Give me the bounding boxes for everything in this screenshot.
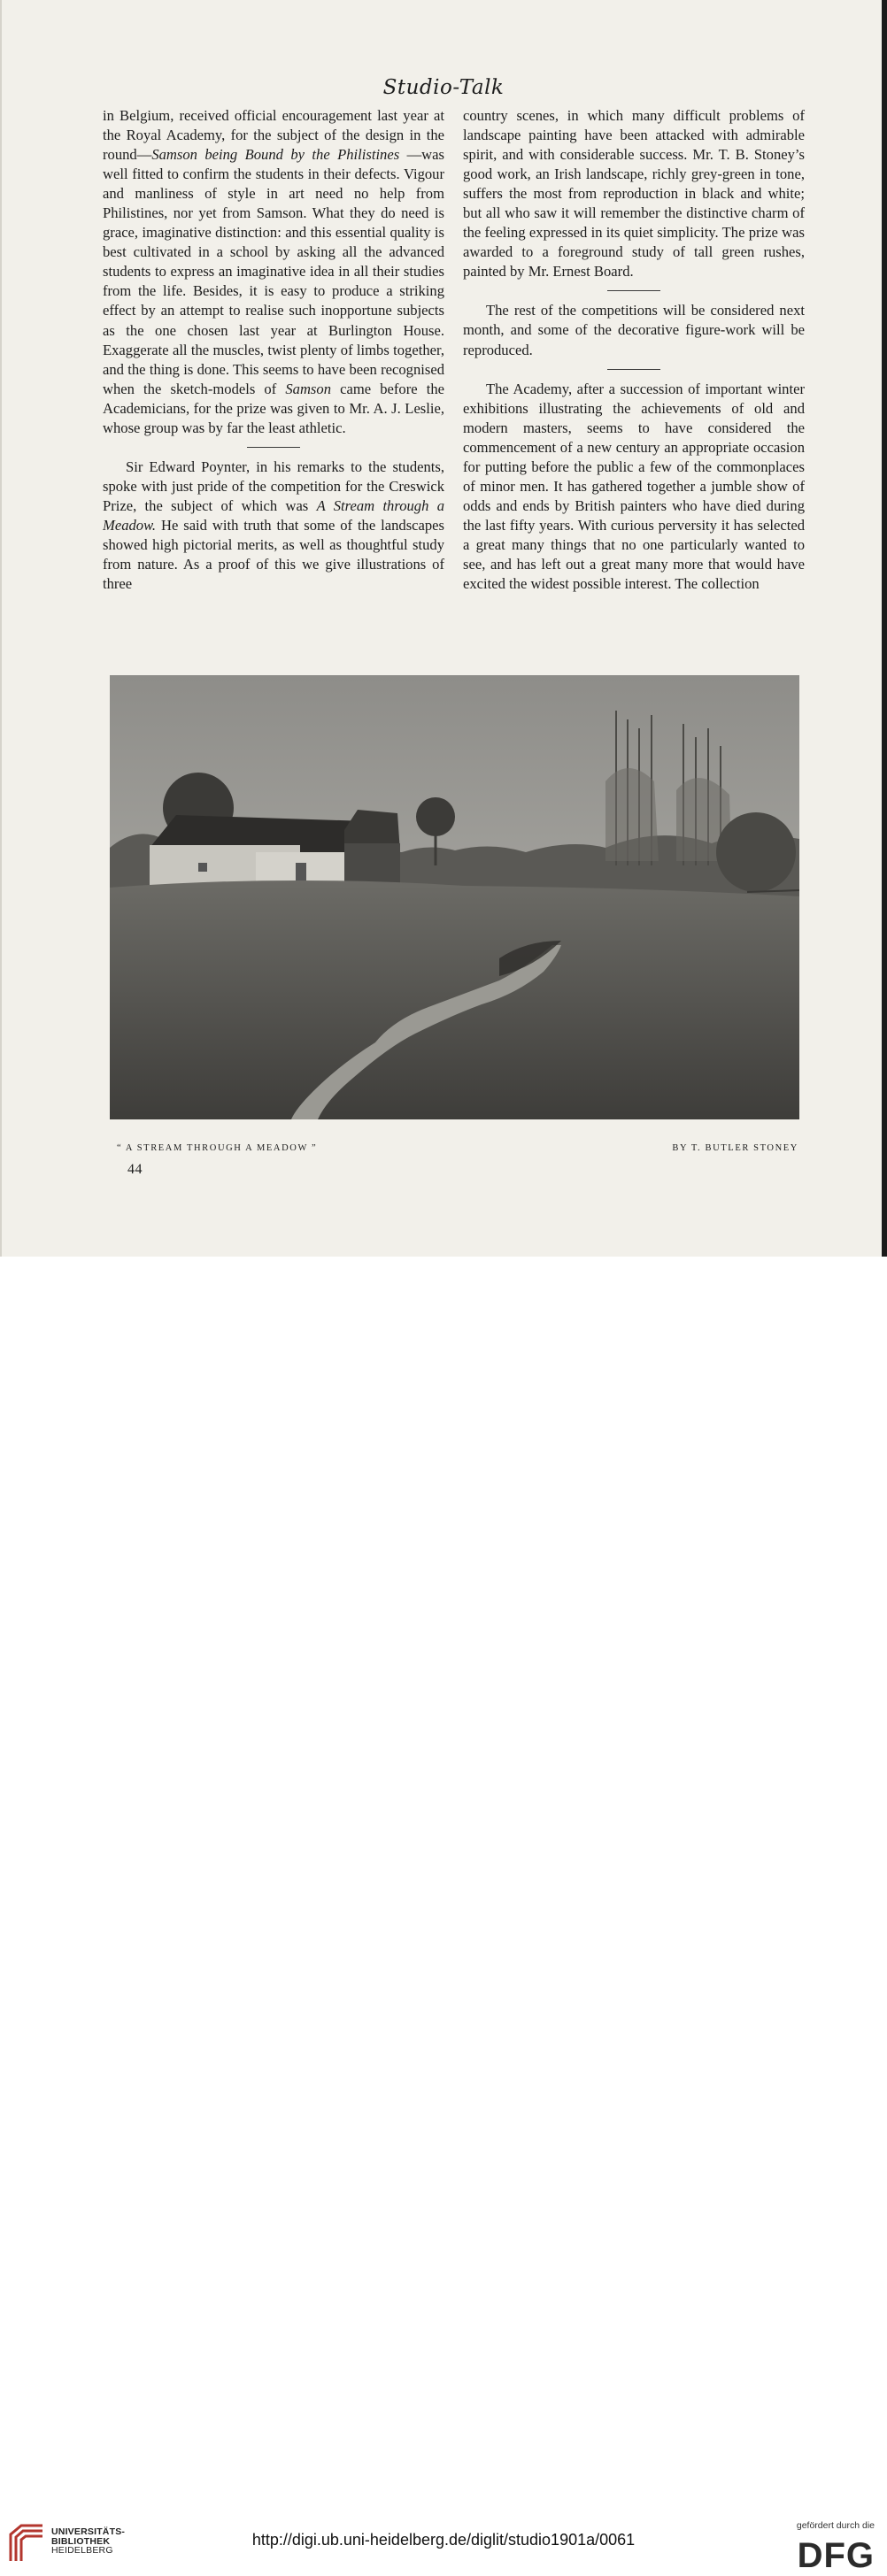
tree (716, 812, 796, 892)
paragraph: The rest of the competitions will be considered next month, and some of the decorative figure-work will be reproduced. (463, 302, 805, 358)
plate-caption-credit: BY T. BUTLER STONEY (672, 1143, 798, 1153)
library-name: UNIVERSITÄTS- BIBLIOTHEK HEIDELBERG (51, 2526, 126, 2556)
dfg-logo: DFG (797, 2536, 875, 2575)
section-divider (607, 369, 660, 370)
paragraph: in Belgium, received official encouragement last year at the Royal Academy, for the subject of the design in the round—Samson being Bound by the Philistines —was well fitted to confirm the students in their defects. Vigour and manliness of style in art need no help from Philistines, nor yet from Samson. What they do need is grace, imaginative distinction: and this essential quality is best cultivated in a school by asking all the advanced students to express an imaginative idea in all their studies from the life. Besides, it is easy to produce a striking effect by an attempt to realise such inopportune subjects as the one chosen last year at Burlington House. Exaggerate all the muscles, twist plenty of limbs together, and the thing is done. This seems to have been recognised when the sketch-models of Samson came before the Academicians, for the prize was given to Mr. A. J. Leslie, whose group was by far the least athletic. (103, 107, 444, 436)
permalink-url[interactable]: http://digi.ub.uni-heidelberg.de/diglit/studio1901a/0061 (251, 2531, 636, 2549)
paragraph: country scenes, in which many difficult problems of landscape painting have been attacked with admirable spirit, and with considerable success. Mr. T. B. Stoney’s good work, an Irish landscape, richly grey-green in tone, suffers the most from reproduction in black and white; but all who saw it will remember the distinctive charm of the feeling expressed in its quiet simplicity. The prize was awarded to a foreground study of tall green rushes, painted by Mr. Ernest Board. (463, 107, 805, 281)
landscape-illustration (110, 675, 799, 1119)
paragraph: The Academy, after a succession of important winter exhibitions illustrating the achievements of old and modern masters, seems to have considered the commencement of a new century an appropriate occasion for putting before the public a few of the commonplaces of minor men. It has gathered together a jumble show of odds and ends by British painters who have died during the last fifty years. With curious perversity it has selected a great many things that no one particularly wanted to see, and has left out a great many more that would have excited the widest possible interest. The collection (463, 380, 805, 593)
paragraph: Sir Edward Poynter, in his remarks to the students, spoke with just pride of the competition for the Creswick Prize, the subject of which was A Stream through a Meadow. He said with truth that some of the landscapes showed high pictorial merits, as well as thoughtful study from nature. As a proof of this we give illustrations of three (103, 458, 444, 593)
text-column-right (463, 106, 805, 594)
page-edge-left (0, 0, 2, 1322)
plate-caption-title: “ A STREAM THROUGH A MEADOW ” (117, 1143, 318, 1153)
digitization-footer (0, 1257, 887, 2575)
page-edge-right (882, 0, 887, 1322)
text-column-left (103, 106, 444, 594)
section-divider (607, 290, 660, 291)
running-title: Studio-Talk (382, 76, 505, 99)
funding-note: gefördert durch die (796, 2520, 875, 2531)
page-number: 44 (127, 1162, 143, 1177)
landscape-plate (110, 675, 799, 1119)
section-divider (247, 447, 300, 448)
